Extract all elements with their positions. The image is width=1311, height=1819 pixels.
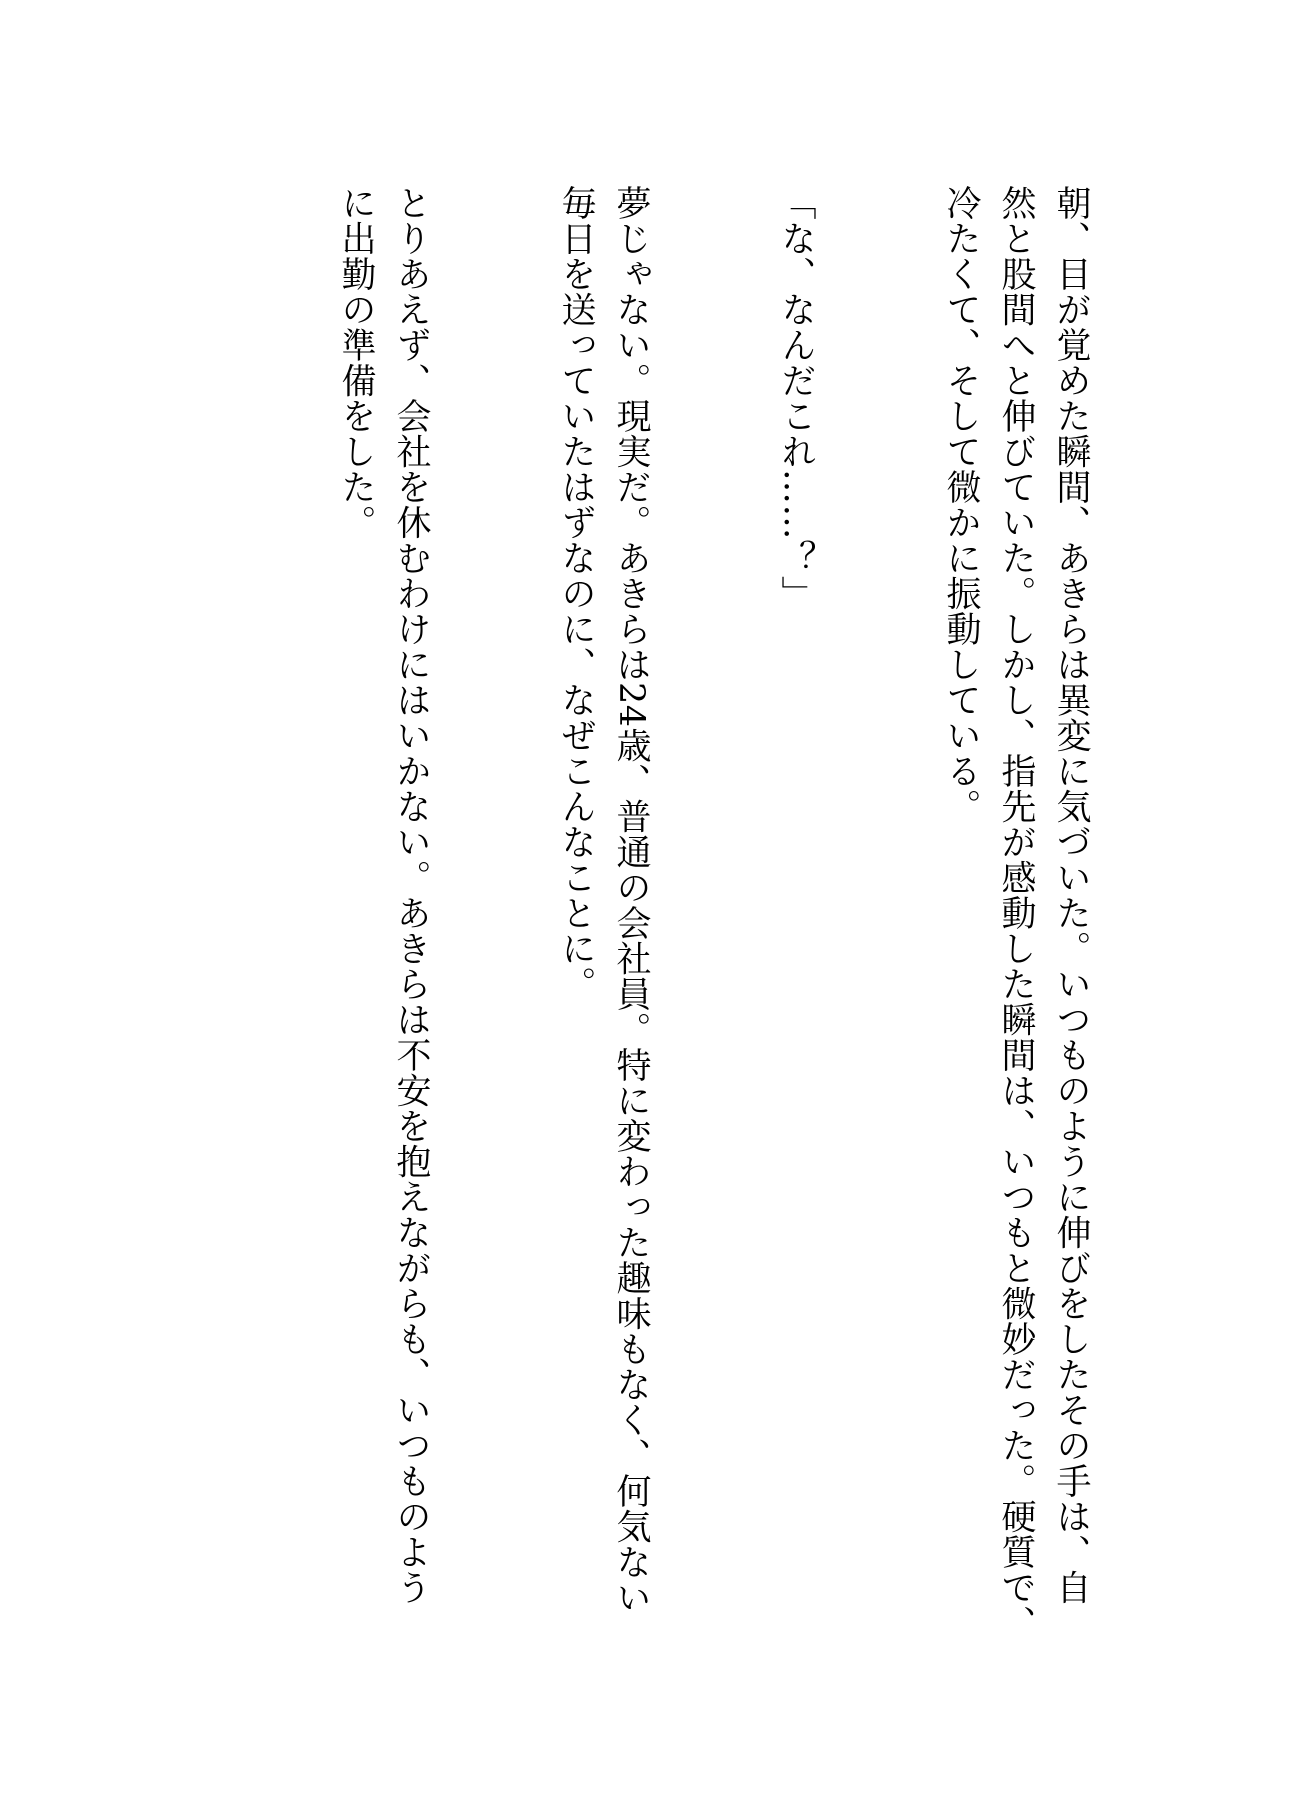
vertical-text-line: 「な、なんだこれ……？」 bbox=[776, 185, 816, 611]
vertical-text-line: 夢じゃない。現実だ。あきらは24歳、普通の会社員。特に変わった趣味もなく、何気ない bbox=[611, 185, 651, 1616]
narration-paragraph bbox=[328, 185, 438, 1655]
narration-paragraph bbox=[548, 185, 658, 1655]
vertical-text-line: 毎日を送っていたはずなのに、なぜこんなことに。 bbox=[556, 185, 596, 1002]
dialogue-paragraph bbox=[768, 185, 823, 1655]
vertical-text-line: 冷たくて、そして微かに振動している。 bbox=[941, 185, 981, 824]
narration-paragraph bbox=[933, 185, 1098, 1655]
vertical-text-flow bbox=[328, 185, 1098, 1655]
vertical-text-line: とりあえず、会社を休むわけにはいかない。あきらは不安を抱えながらも、いつものよう bbox=[391, 185, 431, 1605]
vertical-text-line: に出勤の準備をした。 bbox=[336, 185, 376, 540]
vertical-text-line: 然と股間へと伸びていた。しかし、指先が感動した瞬間は、いつもと微妙だった。硬質で、 bbox=[996, 185, 1036, 1641]
vertical-text-line: 朝、目が覚めた瞬間、あきらは異変に気づいた。いつものように伸びをしたその手は、自 bbox=[1051, 185, 1091, 1605]
